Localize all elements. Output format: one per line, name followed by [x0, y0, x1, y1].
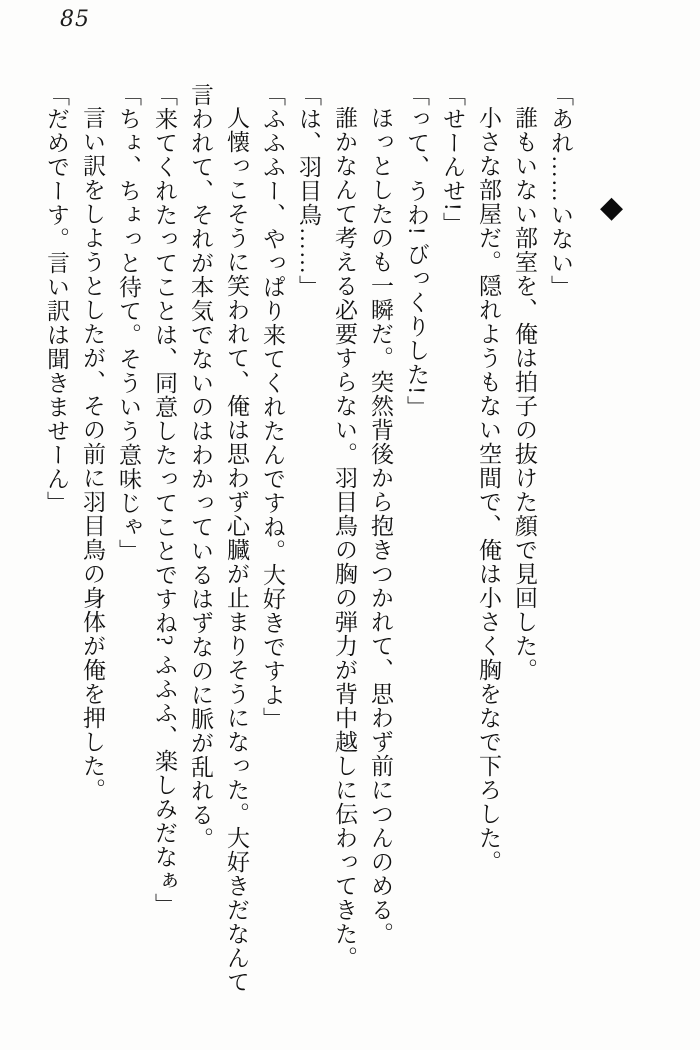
paragraph: 小さな部屋だ。隠れようもない空間で、俺は小さく胸をなで下ろした。: [476, 106, 501, 874]
paragraph: 「あれ……いない」: [548, 83, 573, 299]
paragraph: 「来てくれたってことは、同意したってことですね? ふふふ、楽しみだなぁ」: [152, 83, 177, 917]
paragraph: 誰かなんて考える必要すらない。羽目鳥の胸の弾力が背中越しに伝わってきた。: [332, 106, 357, 970]
novel-text-block: [38, 83, 578, 1003]
paragraph: ほっとしたのも一瞬だ。突然背後から抱きつかれて、思わず前につんのめる。: [368, 106, 393, 946]
page-number: 85: [60, 7, 90, 32]
paragraph: 言い訳をしようとしたが、その前に羽目鳥の身体が俺を押した。: [80, 106, 105, 802]
scene-break-diamond-icon: ◆: [600, 190, 624, 225]
paragraph: 「ふふふー、やっぱり来てくれたんですね。大好きですよ」: [260, 83, 285, 731]
paragraph: 「だめでーす。言い訳は聞きませーん」: [44, 83, 69, 515]
paragraph: 誰もいない部室を、俺は拍子の抜けた顔で見回した。: [512, 106, 537, 682]
paragraph: 「は、羽目鳥……」: [296, 83, 321, 299]
paragraph: 「せーんせ!」: [440, 83, 465, 236]
paragraph: 人懐っこそうに笑われて、俺は思わず心臓が止まりそうになった。大好きだなんて言われて、それが本気でないのはわかっているはずなのに脈が乱れる。: [188, 83, 249, 994]
paragraph: 「って、うわ! びっくりした!」: [404, 83, 429, 420]
paragraph: 「ちょ、ちょっと待て。そういう意味じゃ」: [116, 83, 141, 563]
